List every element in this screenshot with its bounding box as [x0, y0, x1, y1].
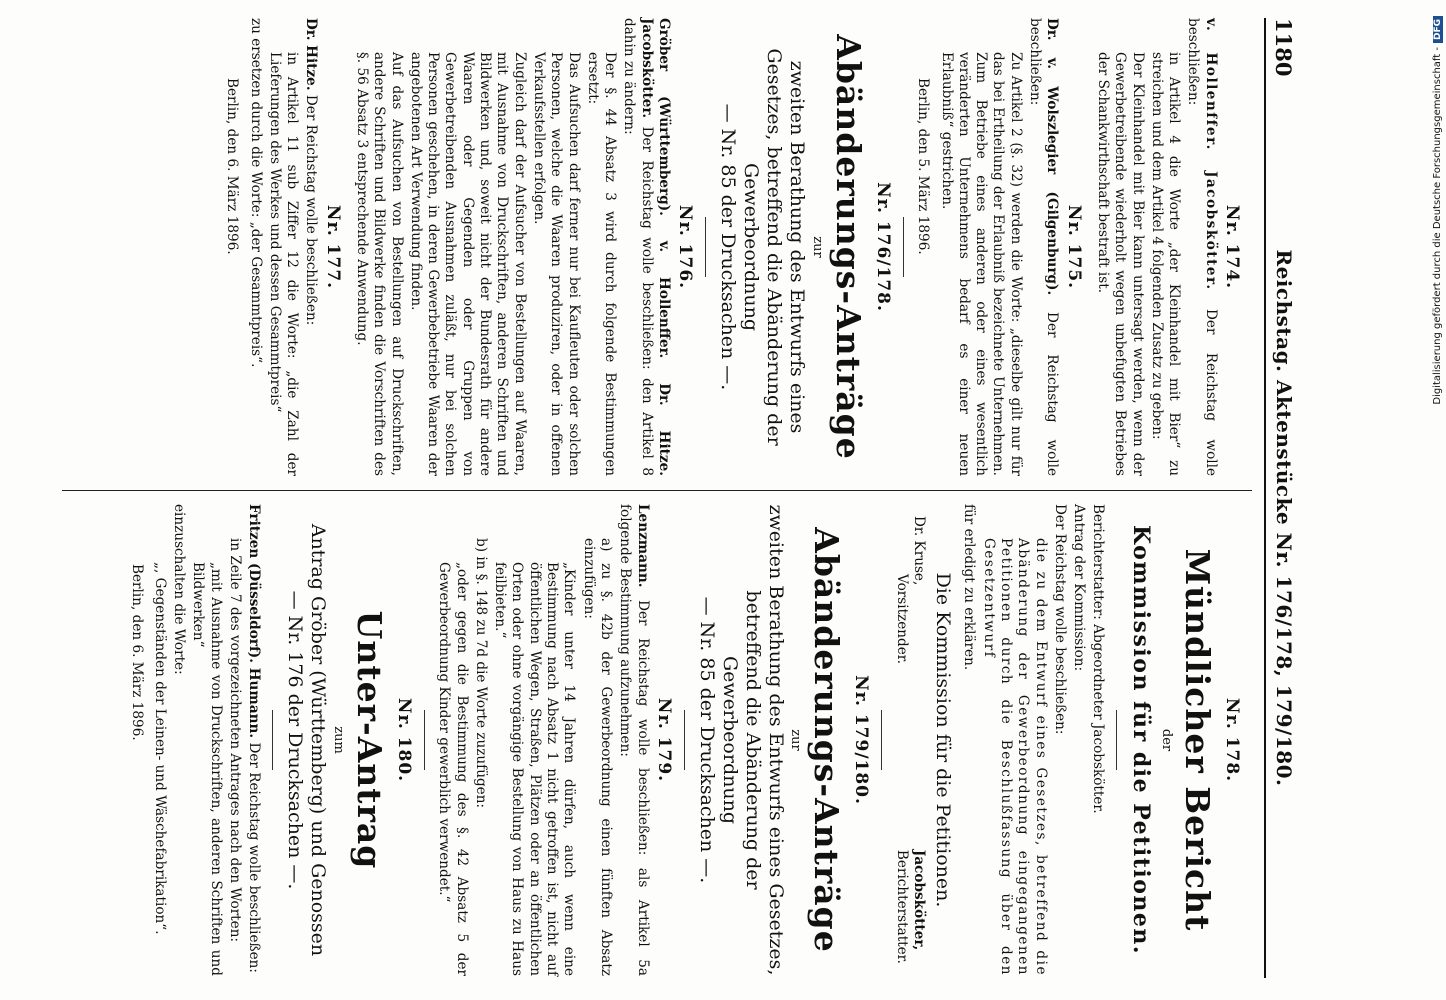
- nr178-commission: Kommission für die Petitionen.: [1128, 524, 1155, 956]
- nr179-b-body: „oder gegen die Bestimmung des §. 42 Absatz 5 der Gewerbeordnung Kinder gewerblich verwendet.“: [436, 562, 470, 976]
- nr174-body1: in Artikel 4 die Worte „der Kleinhandel mit Bier“ zu streichen und dem Artikel 4 folgenden Zusatz zu geben:: [1148, 52, 1183, 476]
- nr177-date: Berlin, den 6. März 1896.: [224, 78, 241, 255]
- nr176-mover: Gröber (Württemberg). v. Hollenffer. Dr. Hitze. Jacobskötter.: [638, 18, 673, 476]
- nr174-intro: Der Reichstag wolle beschließen:: [1185, 18, 1219, 476]
- sig-reporter-role: Berichterstatter.: [893, 849, 910, 964]
- nr178-intro: Der Reichstag wolle beschließen:: [1051, 504, 1068, 735]
- section-reference-left: — Nr. 85 der Drucksachen —.: [717, 103, 740, 391]
- section-subtitle-right: zweiten Berathung des Entwurfs eines Gesetzes, betreffend die Abänderung der Gewerbeordnung: [718, 504, 787, 976]
- nr180-zum: zum: [330, 726, 346, 754]
- separator: [424, 710, 425, 770]
- nr180-title: Unter-Antrag: [349, 610, 389, 870]
- nr175-intro: Der Reichstag wolle beschließen:: [1027, 18, 1061, 476]
- nr175-mover: Dr. v. Wolszlegier (Gilgenburg).: [1044, 18, 1061, 296]
- nr176-body2: Das Aufsuchen darf ferner nur bei Kaufleuten oder solchen Personen, welche die Waaren produziren, oder in offenen Verkaufsstellen erfolgen.: [530, 52, 582, 476]
- nr178-body: die zu dem Entwurf eines Gesetzes, betreffend die Abänderung der Gewerbeordnung eingegangenen Petitionen durch die Beschlußfassung über den Gesetzentwurf: [980, 538, 1049, 976]
- nr179-mover: Lenzmann.: [634, 504, 651, 588]
- nr179-a: a) zu §. 42b der Gewerbeordnung einen fünften Absatz einzufügen:: [580, 538, 614, 976]
- nr177-mover: Dr. Hitze.: [303, 18, 320, 91]
- section-zur-right: zur: [788, 729, 804, 751]
- nr176-intro: Der Reichstag wolle beschließen: den Artikel 8 dahin zu ändern:: [621, 18, 655, 476]
- nr180-body1: in Zeile 7 des vorgezeichneten Antrages nach den Worten:: [227, 538, 244, 943]
- sig-reporter-name: Jacobskötter,: [911, 849, 928, 951]
- page-number: 1180: [1271, 18, 1296, 77]
- sig-chair-role: Vorsitzender.: [893, 574, 910, 665]
- nr179-heading: Nr. 179.: [653, 697, 674, 783]
- nr176-heading: Nr. 176.: [675, 204, 696, 290]
- running-title: Reichstag. Aktenstücke Nr. 176/178, 179/180.: [1272, 249, 1296, 787]
- rotated-document-page: [40, 0, 1340, 990]
- page-header: [1264, 18, 1300, 978]
- left-column: [52, 18, 1252, 476]
- nr180-body3: einzuschalten die Worte:: [171, 504, 188, 675]
- nr175-body: Zu Artikel 2 (§. 32) werden die Worte: „dieselbe gilt nur für das bei Ertheilung der Erlaubniß bezeichnete Unternehmen. Zum Betriebe eines anderen oder eines wesentlich veränderten Unternehmens bedarf es einer neuen Erlaubniß“ gestrichen.: [938, 52, 1024, 476]
- section-number-left: Nr. 176/178.: [872, 182, 893, 312]
- section-zur-left: zur: [809, 236, 825, 258]
- nr180-body2: „mit Ausnahme von Druckschriften, anderen Schriften und Bildwerken“: [190, 562, 224, 976]
- separator: [881, 710, 882, 770]
- nr176-body3: Zugleich darf der Aufsucher von Bestellungen auf Waaren, mit Ausnahme von Druckschriften, anderen Schriften und Bildwerken und, soweit nicht der Bundesrath für andere Waaren oder Gegenden oder Gruppen von Gewerbetreibenden Ausnahmen zuläßt, nur bei solchen Personen geschehen, in deren Gewerbebetriebe Waaren der angebotenen Art Verwendung finden.: [407, 52, 528, 476]
- section-title-right: Abänderungs-Anträge: [807, 527, 847, 953]
- nr177-body1: in Artikel 11 sub Ziffer 12 die Worte: „die Zahl der Lieferungen des Werkes und dessen Gesammtpreis“: [266, 52, 301, 476]
- nr178-end: für erledigt zu erklären.: [961, 504, 978, 671]
- credit-text: Digitalisierung gefördert durch die Deutsche Forschungsgemeinschaft -: [1432, 47, 1443, 405]
- column-divider: [62, 490, 1252, 491]
- nr175-date: Berlin, den 5. März 1896.: [915, 78, 932, 255]
- nr175-heading: Nr. 175.: [1063, 204, 1084, 290]
- nr179-intro: Der Reichstag wolle beschließen: als Artikel 5a folgende Bestimmung aufzunehmen:: [617, 504, 651, 976]
- section-number-right: Nr. 179/180.: [851, 675, 872, 805]
- nr174-mover: v. Hollenffer. Jacobskötter.: [1202, 18, 1219, 291]
- separator: [705, 217, 706, 277]
- section-subtitle-left: zweiten Berathung des Entwurfs eines Gesetzes, betreffend die Abänderung der Gewerbeordnung: [740, 48, 809, 446]
- nr174-heading: Nr. 174.: [1222, 204, 1242, 290]
- nr177-intro: Der Reichstag wolle beschließen:: [303, 94, 320, 326]
- nr180-body4: „, Gegenständen der Leinen- und Wäschefabrikation“.: [151, 562, 168, 935]
- nr178-reporter: Berichterstatter: Abgeordneter Jacobskötter.: [1090, 504, 1107, 814]
- right-column: [52, 504, 1252, 976]
- separator: [272, 710, 273, 770]
- nr174-body2: Der Kleinhandel mit Bier kann untersagt werden, wenn der Gewerbetreibende wiederholt wegen unbefugten Betriebes der Schankwirthschaft bestraft ist.: [1094, 52, 1146, 476]
- nr178-signatures: [892, 516, 927, 964]
- digitization-credit: [1418, 6, 1443, 996]
- nr178-title: Mündlicher Bericht: [1177, 548, 1217, 932]
- nr180-reference: — Nr. 176 der Drucksachen —.: [284, 590, 307, 890]
- nr180-subtitle: Antrag Gröber (Württemberg) und Genossen: [307, 523, 330, 957]
- nr176-body1: Der §. 44 Absatz 3 wird durch folgende Bestimmungen ersetzt:: [584, 52, 619, 476]
- separator: [903, 217, 904, 277]
- nr178-commission-sign: Die Kommission für die Petitionen.: [932, 572, 955, 908]
- nr179-a-body: „Kinder unter 14 Jahren dürfen, auch wenn eine Bestimmung nach Absatz 1 nicht getroffen ist, nicht auf öffentlichen Wegen, Straßen, Plätzen oder an öffentlichen Orten oder ohne vorgängige Bestellung von Haus zu Haus feilbieten.“: [492, 562, 578, 976]
- nr180-heading: Nr. 180.: [393, 697, 414, 783]
- nr177-heading: Nr. 177.: [322, 204, 343, 290]
- nr180-date: Berlin, den 6. März 1896.: [128, 564, 145, 741]
- nr177-body2: zu ersetzen durch die Worte: „der Gesammtpreis“.: [247, 18, 264, 368]
- separator: [1116, 710, 1117, 770]
- nr178-heading: Nr. 178.: [1222, 697, 1242, 783]
- section-title-left: Abänderungs-Anträge: [828, 34, 868, 460]
- nr180-mover: Fritzen (Düsseldorf). Humann.: [246, 504, 263, 739]
- nr178-der: der: [1158, 728, 1174, 752]
- sig-chair-name: Dr. Kruse,: [911, 516, 928, 586]
- section-reference-right: — Nr. 85 der Drucksachen —.: [695, 596, 718, 884]
- nr179-b: b) in §. 148 zu 7d die Worte zuzufügen:: [472, 538, 489, 809]
- nr176-body4: Auf das Aufsuchen von Bestellungen auf Druckschriften, andere Schriften und Bildwerke finden die Vorschriften des §. 56 Absatz 3 entsprechende Anwendung.: [354, 52, 405, 476]
- nr180-intro: Der Reichstag wolle beschließen:: [246, 742, 263, 973]
- dfg-logo: DFG: [1433, 16, 1443, 43]
- nr178-antrag: Antrag der Kommission:: [1071, 504, 1088, 672]
- separator: [684, 710, 685, 770]
